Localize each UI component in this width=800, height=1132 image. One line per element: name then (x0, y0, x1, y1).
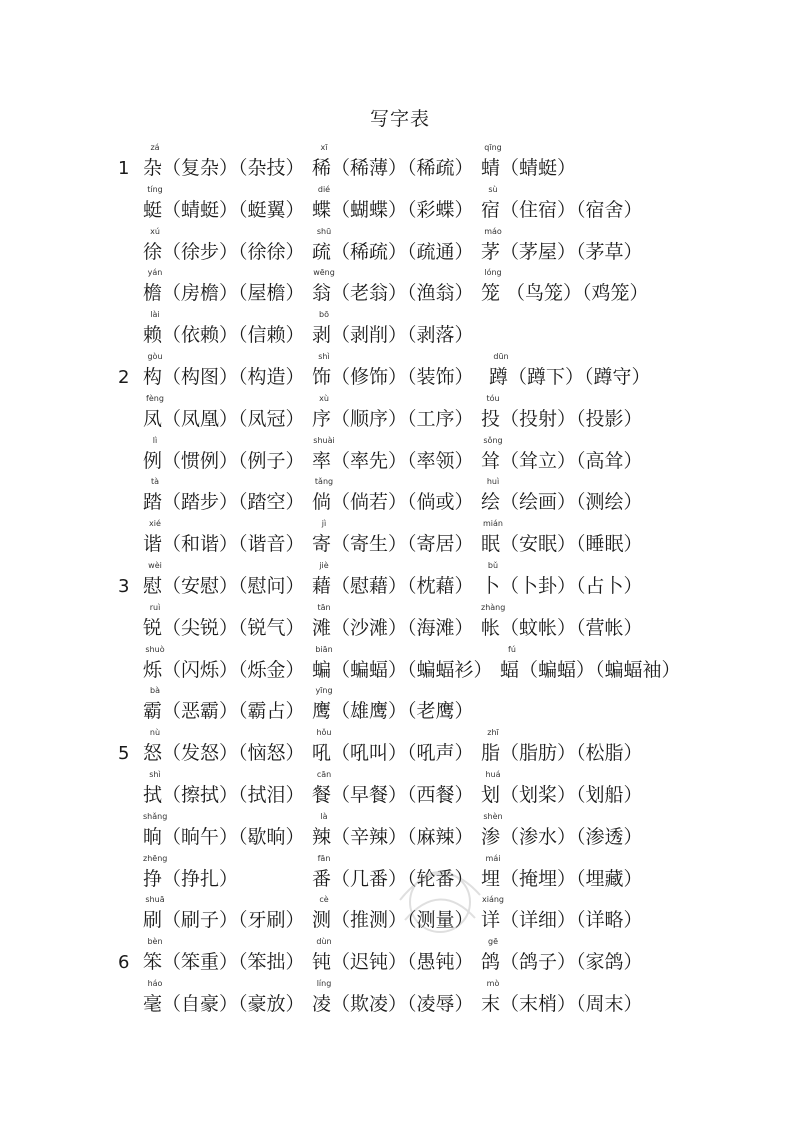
pinyin: tà (150, 477, 160, 487)
character-words: 赖（依赖）（信赖） (143, 324, 305, 347)
character-words: 刷（刷子）（牙刷） (143, 909, 305, 932)
table-row (0, 394, 800, 434)
character-words: 锐（尖锐）（锐气） (143, 616, 305, 639)
character-words: 构（构图）（构造） (143, 366, 305, 388)
character-words: 脂（脂肪）（松脂） (481, 742, 643, 765)
character-words: 宿（住宿）（宿舍） (481, 198, 643, 221)
lesson-number: 3 (118, 576, 130, 597)
table-row (0, 770, 800, 810)
pinyin: bèn (147, 937, 163, 947)
character-words: 蝶（蝴蝶）（彩蝶） (312, 198, 474, 221)
table-row (0, 310, 800, 350)
character-words: 挣（挣扎） (143, 867, 239, 890)
pinyin: shì (149, 770, 161, 779)
pinyin: gē (488, 937, 498, 947)
pinyin: tǎng (314, 477, 334, 487)
page-title: 写字表 (369, 108, 430, 130)
character-words: 蜓（蜻蜓）（蜓翼） (143, 198, 305, 221)
character-words: 耸（耸立）（高耸） (481, 449, 643, 472)
pinyin: shuài (313, 435, 335, 445)
table-row (0, 561, 800, 601)
pinyin: xù (319, 393, 329, 403)
character-words: 末（末梢）（周末） (481, 993, 643, 1015)
character-words: 稀（稀薄）（稀疏） (312, 157, 474, 179)
table-row (0, 979, 800, 1019)
pinyin: fú (508, 644, 516, 654)
character-words: 番（几番）（轮番） (312, 867, 474, 890)
pinyin: biān (315, 644, 333, 654)
pinyin: dùn (316, 937, 332, 947)
character-words: 卜（卜卦）（占卜） (481, 575, 643, 597)
table-row (0, 686, 800, 726)
character-words: 序（顺序）（工序） (312, 407, 474, 430)
pinyin: xiáng (481, 895, 504, 905)
lesson-number: 1 (118, 158, 130, 179)
pinyin: bǔ (487, 561, 499, 570)
pinyin: hǒu (316, 728, 332, 738)
pinyin: jì (321, 519, 327, 529)
pinyin: huá (485, 770, 501, 779)
character-words: 毫（自豪）（豪放） (143, 993, 305, 1015)
character-words: 蹲（蹲下）（蹲守） (489, 366, 651, 388)
pinyin: shǎng (143, 811, 168, 821)
table-row (0, 895, 800, 935)
pinyin: xī (320, 143, 328, 152)
character-words: 笨（笨重）（笨拙） (143, 951, 305, 974)
character-words: 疏（稀疏）（疏通） (312, 240, 474, 263)
character-words: 饰（修饰）（装饰） (312, 366, 474, 388)
character-words: 慰（安慰）（慰问） (143, 575, 305, 597)
character-words: 踏（踏步）（踏空） (143, 491, 305, 514)
character-words: 绘（绘画）（测绘） (481, 491, 643, 514)
character-words: 测（推测）（测量） (312, 909, 474, 932)
character-words: 剥（剥削）（剥落） (312, 324, 474, 347)
pinyin: sù (488, 184, 498, 194)
character-words: 翁（老翁）（渔翁） (312, 282, 474, 305)
pinyin: tān (317, 602, 331, 612)
character-words: 滩（沙滩）（海滩） (312, 616, 474, 639)
pinyin: jiè (319, 561, 329, 570)
lesson-number: 5 (118, 743, 130, 765)
table-row (0, 854, 800, 894)
character-words: 笼 （鸟笼）（鸡笼） (481, 282, 649, 305)
character-words: 凌（欺凌）（凌辱） (312, 993, 474, 1015)
table-row (0, 185, 800, 225)
character-words: 投（投射）（投影） (481, 407, 643, 430)
pinyin: shì (318, 352, 330, 361)
pinyin: zhī (487, 728, 499, 738)
character-words: 划（划桨）（划船） (481, 784, 643, 806)
character-words: 鹰（雄鹰）（老鹰） (312, 700, 474, 723)
pinyin: zhēng (143, 853, 168, 863)
pinyin: máo (484, 226, 502, 236)
pinyin: sǒng (483, 435, 503, 445)
pinyin: cè (319, 895, 329, 905)
character-words: 辣（辛辣）（麻辣） (312, 825, 474, 848)
character-words: 藉（慰藉）（枕藉） (312, 575, 474, 597)
character-words: 寄（寄生）（寄居） (312, 533, 474, 556)
pinyin: huì (486, 477, 500, 487)
character-words: 徐（徐步）（徐徐） (143, 240, 305, 263)
lesson-number: 2 (118, 367, 130, 388)
pinyin: tíng (147, 184, 163, 194)
character-words: 率（率先）（率领） (312, 449, 474, 472)
pinyin: shèn (483, 811, 503, 821)
pinyin: shuò (145, 644, 165, 654)
table-row (0, 812, 800, 852)
character-words: 霸（恶霸）（霸占） (143, 700, 305, 723)
pinyin: fān (317, 853, 331, 863)
character-words: 倘（倘若）（倘或） (312, 491, 474, 514)
character-words: 吼（吼叫）（吼声） (312, 742, 474, 765)
pinyin: lóng (484, 268, 502, 278)
table-row (0, 436, 800, 476)
character-words: 拭（擦拭）（拭泪） (143, 784, 305, 806)
character-words: 眠（安眠）（睡眠） (481, 533, 643, 556)
character-words: 渗（渗水）（渗透） (481, 825, 643, 848)
pinyin: bà (150, 686, 160, 696)
pinyin: là (320, 811, 328, 821)
character-words: 烁（闪烁）（烁金） (143, 658, 305, 681)
pinyin: gòu (147, 352, 163, 361)
character-words: 蝙（蝙蝠）（蝙蝠衫） (312, 658, 493, 681)
character-words: 檐（房檐）（屋檐） (143, 282, 305, 305)
table-row (0, 477, 800, 517)
character-words: 例（惯例）（例子） (143, 449, 305, 472)
pinyin: xié (149, 519, 161, 529)
pinyin: tóu (486, 393, 500, 403)
character-words: 蝠（蝙蝠）（蝙蝠袖） (500, 658, 681, 681)
pinyin: zá (150, 143, 160, 152)
pinyin: lì (152, 435, 158, 445)
table-row (0, 352, 800, 392)
character-words: 怒（发怒）（恼怒） (143, 742, 305, 765)
character-words: 埋（掩埋）（埋藏） (481, 867, 643, 890)
pinyin: zhàng (481, 602, 506, 612)
character-words: 餐（早餐）（西餐） (312, 784, 474, 806)
pinyin: nù (149, 728, 161, 738)
table-row (0, 519, 800, 559)
pinyin: ruì (149, 602, 161, 612)
pinyin: mái (485, 853, 501, 863)
pinyin: mò (486, 979, 500, 988)
character-words: 蜻（蜻蜓） (481, 157, 577, 179)
character-words: 杂（复杂）（杂技） (143, 157, 305, 179)
pinyin: mián (483, 519, 503, 529)
pinyin: háo (147, 979, 163, 988)
character-words: 详（详细）（详略） (481, 909, 643, 932)
pinyin: yīng (315, 686, 333, 696)
character-words: 钝（迟钝）（愚钝） (312, 951, 474, 974)
pinyin: lài (150, 310, 160, 320)
pinyin: fèng (146, 393, 164, 403)
table-row (0, 937, 800, 977)
pinyin: dūn (493, 352, 509, 361)
table-row (0, 227, 800, 267)
table-row (0, 645, 800, 685)
character-words: 晌（晌午）（歇晌） (143, 825, 305, 848)
pinyin: wèi (148, 561, 162, 570)
pinyin: cān (316, 770, 332, 779)
pinyin: xú (150, 226, 160, 236)
table-row (0, 268, 800, 308)
character-words: 帐（蚊帐）（营帐） (481, 616, 643, 639)
character-words: 茅（茅屋）（茅草） (481, 240, 643, 263)
pinyin: shuā (145, 895, 165, 905)
table-row (0, 143, 800, 183)
lesson-number: 6 (118, 952, 130, 974)
pinyin: dié (317, 184, 331, 194)
table-row (0, 603, 800, 643)
character-words: 鸽（鸽子）（家鸽） (481, 951, 643, 974)
pinyin: wēng (313, 268, 335, 278)
table-row (0, 728, 800, 768)
pinyin: qīng (484, 143, 502, 152)
character-words: 谐（和谐）（谐音） (143, 533, 305, 556)
pinyin: bō (319, 310, 329, 320)
pinyin: yán (147, 268, 163, 278)
pinyin: líng (316, 979, 332, 988)
pinyin: shū (316, 226, 332, 236)
character-words: 凤（凤凰）（凤冠） (143, 407, 305, 430)
